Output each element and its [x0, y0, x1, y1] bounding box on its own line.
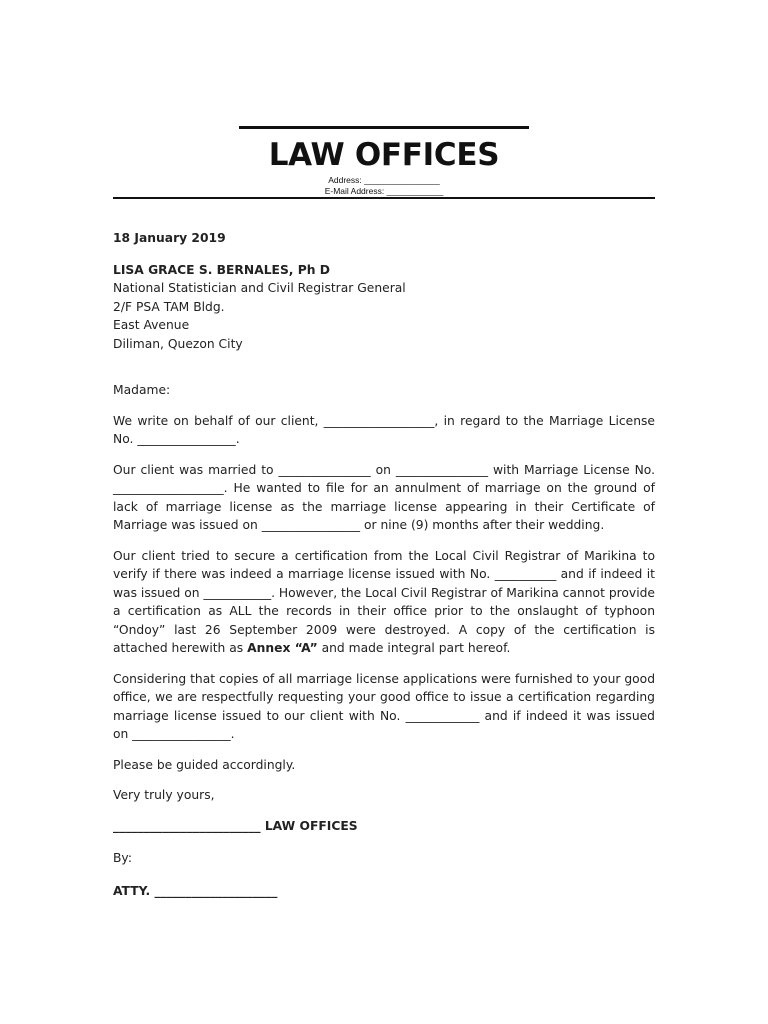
signature-firm: ________________________ LAW OFFICES [113, 818, 358, 833]
addressee-title: National Statistician and Civil Registrar General [113, 281, 406, 295]
signature-attorney: ATTY. ____________________ [113, 883, 278, 898]
guided-line: Please be guided accordingly. [113, 757, 296, 772]
addressee-block [113, 261, 655, 354]
letterhead-title: LAW OFFICES [268, 137, 500, 173]
paragraph-certification-end: and made integral part hereof. [317, 641, 511, 655]
addressee-street: East Avenue [113, 318, 190, 332]
addressee-building: 2/F PSA TAM Bldg. [113, 299, 225, 314]
salutation: Madame: [113, 383, 171, 397]
addressee-name: LISA GRACE S. BERNALES, Ph D [113, 262, 331, 277]
annex-reference: Annex “A” [247, 641, 318, 655]
paragraph-background: Our client was married to _______________ on _______________ with Marriage License No. __________________. He wanted to file for an annulment of marriage on the ground of lack of marriage license as the marriage license appearing in their Certificate of Marriage was issued on ________________ or nine (9) months after their wedding. [113, 462, 655, 532]
letter-body [113, 229, 655, 900]
letterhead-address: Address: ________________ [328, 175, 440, 185]
letterhead-divider [113, 197, 655, 199]
paragraph-certification [113, 547, 655, 658]
letter-date: 18 January 2019 [113, 231, 226, 245]
paragraph-request: Considering that copies of all marriage license applications were furnished to your good office, we are respectfully requesting your good office to issue a certification regarding marriage license issued to our client with No. ____________ and if indeed it was issued on ________________. [113, 671, 656, 741]
letterhead-email: E-Mail Address: ____________ [324, 186, 444, 196]
closing-line: Very truly yours, [113, 788, 215, 802]
paragraph-intro: We write on behalf of our client, __________________, in regard to the Marriage License No. ________________. [113, 413, 655, 446]
addressee-city: Diliman, Quezon City [113, 336, 243, 351]
firm-name-blank-line [239, 126, 529, 129]
paragraph-certification-text: Our client tried to secure a certification from the Local Civil Registrar of Marikina to verify if there was indeed a marriage license issued with No. __________ and if indeed it was issued on ___________. However, the Local Civil Registrar of Marikina cannot provide a certification as ALL the records in their office prior to the onslaught of typhoon “Ondoy” last 26 September 2009 were destroyed. A copy of the certification is attached herewith as [113, 548, 655, 655]
signature-by: By: [113, 851, 132, 865]
